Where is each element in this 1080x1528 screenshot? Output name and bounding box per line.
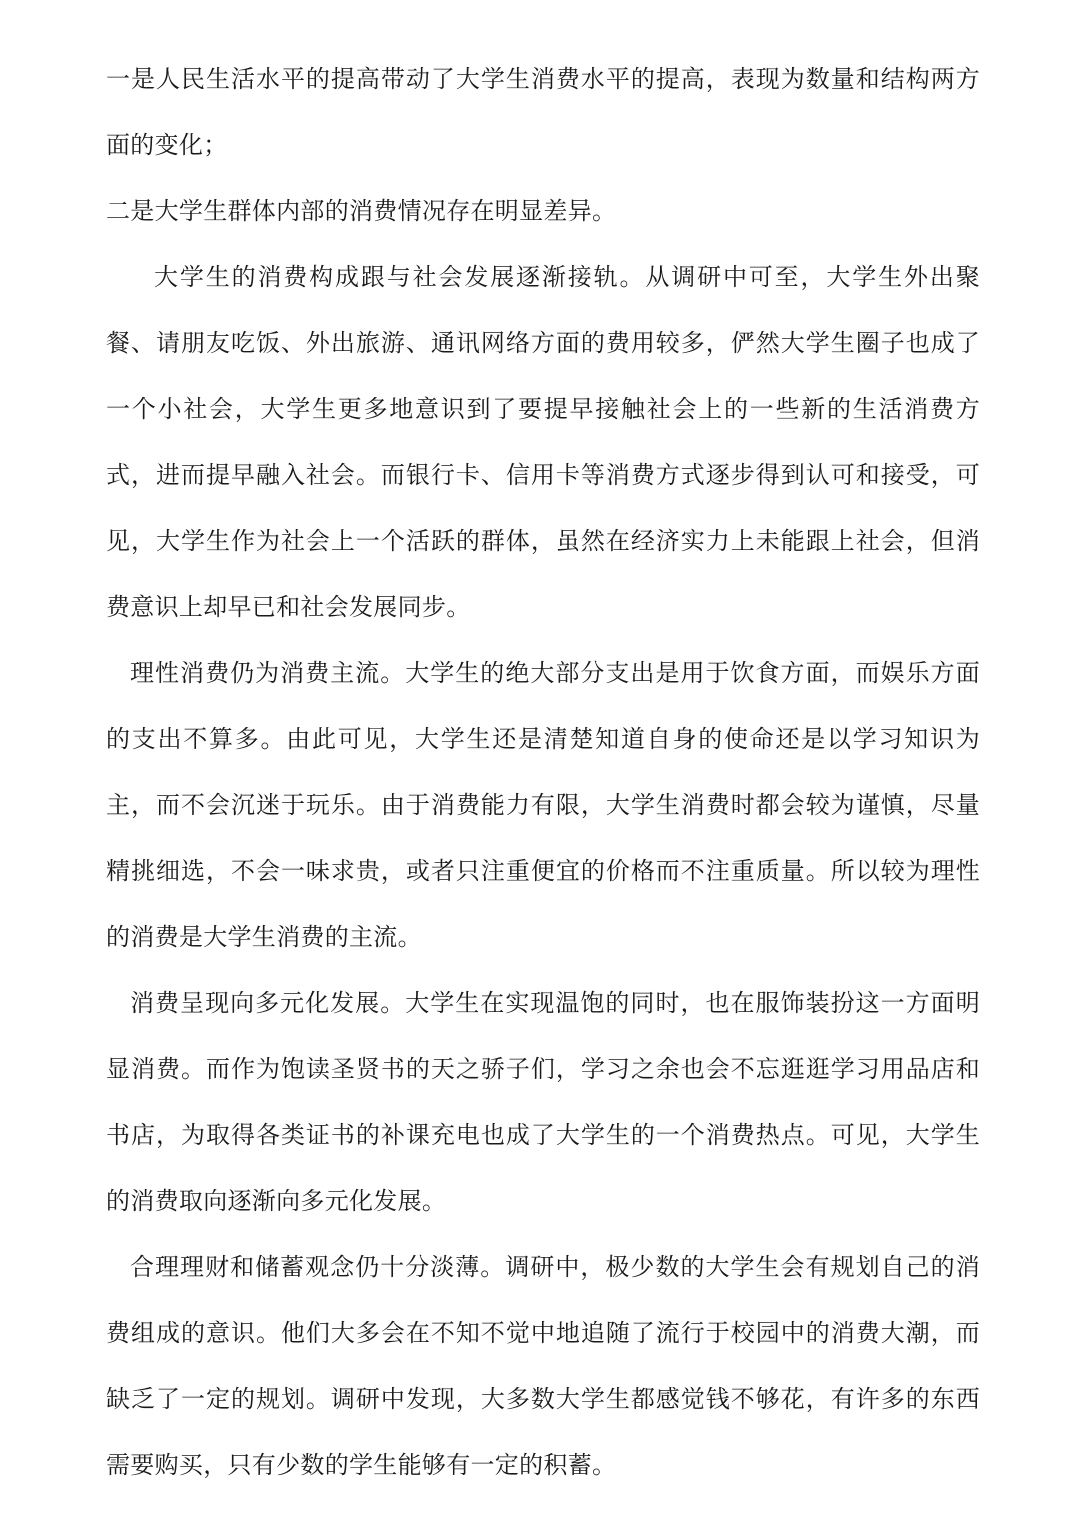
paragraph-group-differences: 二是大学生群体内部的消费情况存在明显差异。: [106, 197, 617, 225]
paragraph-saving-awareness: 合理理财和储蓄观念仍十分淡薄。调研中，极少数的大学生会有规划自己的消费组成的意识。他们大多会在不知不觉中地追随了流行于校园中的消费大潮，而缺乏了一定的规划。调研中发现，大多数大学生都感觉钱不够花，有许多的东西需要购买，只有少数的学生能够有一定的积蓄。: [106, 1253, 980, 1479]
paragraph-diversified-consumption: 消费呈现向多元化发展。大学生在实现温饱的同时，也在服饰装扮这一方面明显消费。而作为饱读圣贤书的天之骄子们，学习之余也会不忘逛逛学习用品店和书店，为取得各类证书的补课充电也成了大学生的一个消费热点。可见，大学生的消费取向逐渐向多元化发展。: [106, 989, 980, 1215]
paragraph-rational-consumption: 理性消费仍为消费主流。大学生的绝大部分支出是用于饮食方面，而娱乐方面的支出不算多。由此可见，大学生还是清楚知道自身的使命还是以学习知识为主，而不会沉迷于玩乐。由于消费能力有限，大学生消费时都会较为谨慎，尽量精挑细选，不会一味求贵，或者只注重便宜的价格而不注重质量。所以较为理性的消费是大学生消费的主流。: [106, 659, 980, 951]
paragraph-consumption-structure: 大学生的消费构成跟与社会发展逐渐接轨。从调研中可至，大学生外出聚餐、请朋友吃饭、外出旅游、通讯网络方面的费用较多，俨然大学生圈子也成了一个小社会，大学生更多地意识到了要提早接触社会上的一些新的生活消费方式，进而提早融入社会。而银行卡、信用卡等消费方式逐步得到认可和接受，可见，大学生作为社会上一个活跃的群体，虽然在经济实力上未能跟上社会，但消费意识上却早已和社会发展同步。: [106, 263, 980, 621]
paragraph-consumption-level: 一是人民生活水平的提高带动了大学生消费水平的提高，表现为数量和结构两方面的变化；: [106, 65, 980, 159]
document-page: [106, 46, 980, 1498]
